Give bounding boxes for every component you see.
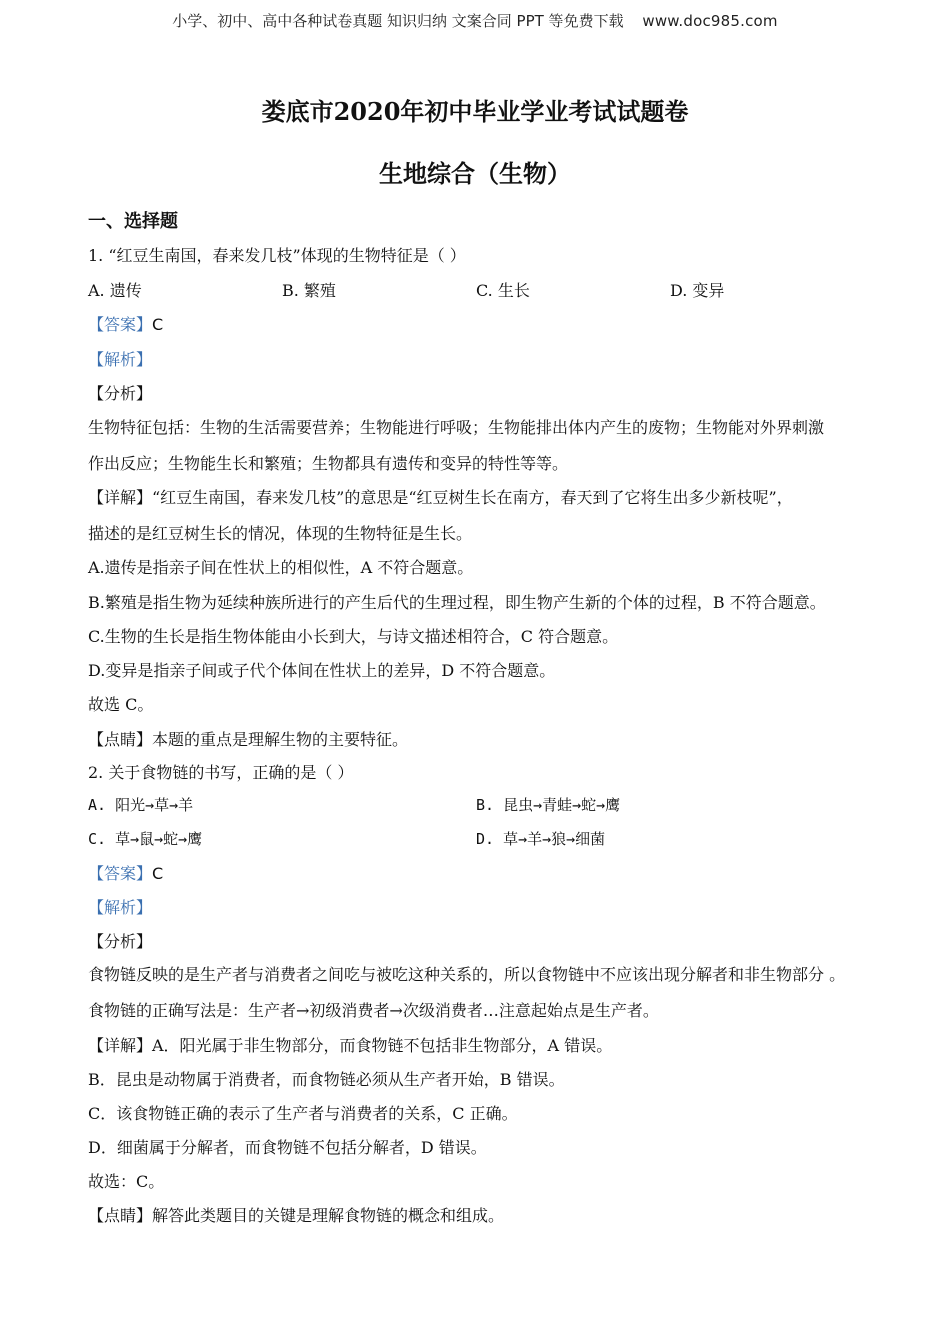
header-url[interactable]: www.doc985.com — [642, 12, 778, 30]
answer-tag: 【答案】 — [88, 864, 153, 883]
page-subtitle: 生地综合（生物） — [379, 159, 571, 188]
q2-analysis-line-2: 食物链的正确写法是：生产者→初级消费者→次级消费者…注意起始点是生产者。 — [88, 1001, 659, 1020]
q1-analysis-line-2: 作出反应；生物能生长和繁殖；生物都具有遗传和变异的特性等等。 — [88, 454, 569, 473]
q2-option-a: A. 阳光→草→羊 — [88, 796, 194, 814]
q2-answer — [88, 861, 163, 884]
q1-fenxi-tag: 【分析】 — [88, 384, 153, 403]
q1-jiexi-tag: 【解析】 — [88, 350, 153, 369]
q2-option-c: C. 草→鼠→蛇→鹰 — [88, 830, 203, 848]
q2-analysis-line-1: 食物链反映的是生产者与消费者之间吃与被吃这种关系的，所以食物链中不应该出现分解者和非生物部分 。 — [88, 965, 846, 984]
q1-detail-d: D.变异是指亲子间或子代个体间在性状上的差异，D 不符合题意。 — [88, 661, 556, 680]
q1-option-a: A. 遗传 — [88, 281, 142, 300]
q2-jiexi-tag: 【解析】 — [88, 898, 153, 917]
q2-detail-d: D．细菌属于分解者，而食物链不包括分解者，D 错误。 — [88, 1138, 487, 1157]
header-text: 小学、初中、高中各种试卷真题 知识归纳 文案合同 PPT 等免费下载 — [172, 12, 624, 30]
q2-option-b: B. 昆虫→青蛙→蛇→鹰 — [476, 796, 621, 814]
page-header — [0, 10, 950, 31]
q1-option-c: C. 生长 — [476, 281, 530, 300]
q1-detail-c: C.生物的生长是指生物体能由小长到大，与诗文描述相符合，C 符合题意。 — [88, 627, 619, 646]
answer-value: C — [152, 315, 164, 334]
q1-choose: 故选 C。 — [88, 695, 154, 714]
q1-detail-line-2: 描述的是红豆树生长的情况，体现的生物特征是生长。 — [88, 524, 473, 543]
q2-detail-a: 【详解】A．阳光属于非生物部分，而食物链不包括非生物部分，A 错误。 — [88, 1036, 613, 1055]
q1-option-b: B. 繁殖 — [282, 281, 336, 300]
q2-choose: 故选：C。 — [88, 1172, 165, 1191]
q1-answer — [88, 312, 163, 335]
q1-detail-b: B.繁殖是指生物为延续种族所进行的产生后代的生理过程，即生物产生新的个体的过程，B 不符合题意。 — [88, 593, 826, 612]
q2-stem: 2. 关于食物链的书写，正确的是（ ） — [88, 763, 354, 782]
section-heading: 一、选择题 — [88, 211, 178, 232]
q1-detail-a: A.遗传是指亲子间在性状上的相似性，A 不符合题意。 — [88, 558, 474, 577]
q2-detail-c: C．该食物链正确的表示了生产者与消费者的关系，C 正确。 — [88, 1104, 518, 1123]
q2-fenxi-tag: 【分析】 — [88, 932, 153, 951]
answer-value: C — [152, 864, 164, 883]
q2-option-d: D. 草→羊→狼→细菌 — [476, 830, 606, 848]
q1-detail-line-1: 【详解】“红豆生南国，春来发几枝”的意思是“红豆树生长在南方，春天到了它将生出多少新枝呢”， — [88, 488, 793, 507]
page-title: 娄底市2020年初中毕业学业考试试题卷 — [261, 97, 689, 126]
q1-analysis-line-1: 生物特征包括：生物的生活需要营养；生物能进行呼吸；生物能排出体内产生的废物；生物能对外界刺激 — [88, 418, 825, 437]
q1-option-d: D. 变异 — [670, 281, 725, 300]
q2-comment: 【点睛】解答此类题目的关键是理解食物链的概念和组成。 — [88, 1206, 505, 1225]
q1-comment: 【点睛】本题的重点是理解生物的主要特征。 — [88, 730, 409, 749]
q1-stem: 1. “红豆生南国，春来发几枝”体现的生物特征是（ ） — [88, 246, 466, 265]
q2-detail-b: B．昆虫是动物属于消费者，而食物链必须从生产者开始，B 错误。 — [88, 1070, 565, 1089]
answer-tag: 【答案】 — [88, 315, 153, 334]
